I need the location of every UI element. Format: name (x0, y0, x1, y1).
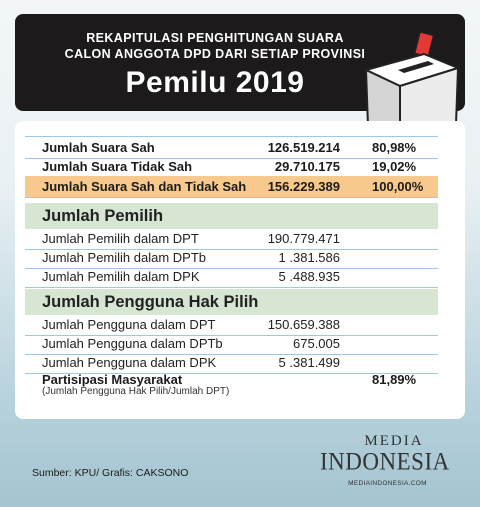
table-row (25, 353, 438, 374)
row-label: Jumlah Suara Tidak Sah (42, 159, 193, 174)
partisipasi-percent: 81,89% (372, 372, 417, 387)
row-percent: 80,98% (372, 140, 417, 155)
partisipasi-label: Partisipasi Masyarakat (42, 372, 183, 387)
row-value: 156.229.389 (267, 179, 340, 194)
section-heading-text: Jumlah Pemilih (42, 207, 164, 225)
row-label: Jumlah Pemilih dalam DPTb (42, 250, 207, 265)
logo-website: MEDIAINDONESIA.COM (348, 480, 427, 487)
section-heading-text: Jumlah Pengguna Hak Pilih (42, 293, 259, 311)
section-heading-pengguna (25, 289, 438, 315)
header-line-1: REKAPITULASI PENGHITUNGAN SUARA (86, 31, 344, 45)
source-credit: Sumber: KPU/ Grafis: CAKSONO (32, 467, 189, 479)
summary-row-total (25, 176, 438, 198)
header-line-2: CALON ANGGOTA DPD DARI SETIAP PROVINSI (64, 47, 366, 61)
row-label: Jumlah Pemilih dalam DPK (42, 269, 200, 284)
row-value: 150.659.388 (267, 317, 340, 332)
summary-row-invalid (25, 156, 438, 178)
row-label: Jumlah Suara Sah (42, 140, 155, 155)
section-heading-pemilih (25, 203, 438, 229)
table-row (25, 248, 438, 269)
row-value: 5 .381.499 (278, 355, 340, 370)
table-row (25, 315, 438, 336)
partisipasi-row (25, 372, 438, 400)
row-label: Jumlah Pengguna dalam DPK (42, 355, 217, 370)
table-row (25, 229, 438, 250)
row-label: Jumlah Suara Sah dan Tidak Sah (42, 179, 247, 194)
row-label: Jumlah Pengguna dalam DPTb (42, 336, 223, 351)
header-title: Pemilu 2019 (125, 66, 305, 99)
logo-media-text: MEDIA (364, 433, 424, 449)
row-value: 675.005 (293, 336, 340, 351)
row-value: 190.779.471 (267, 231, 340, 246)
row-label: Jumlah Pengguna dalam DPT (42, 317, 216, 332)
row-value: 5 .488.935 (278, 269, 340, 284)
table-row (25, 334, 438, 355)
partisipasi-sublabel: (Jumlah Pengguna Hak Pilih/Jumlah DPT) (42, 386, 230, 397)
row-value: 126.519.214 (267, 140, 340, 155)
table-row (25, 267, 438, 288)
logo-indonesia-text: INDONESIA (320, 447, 450, 476)
row-value: 29.710.175 (274, 159, 340, 174)
row-label: Jumlah Pemilih dalam DPT (42, 231, 199, 246)
row-value: 1 .381.586 (278, 250, 340, 265)
row-percent: 100,00% (372, 179, 424, 194)
row-percent: 19,02% (372, 159, 417, 174)
